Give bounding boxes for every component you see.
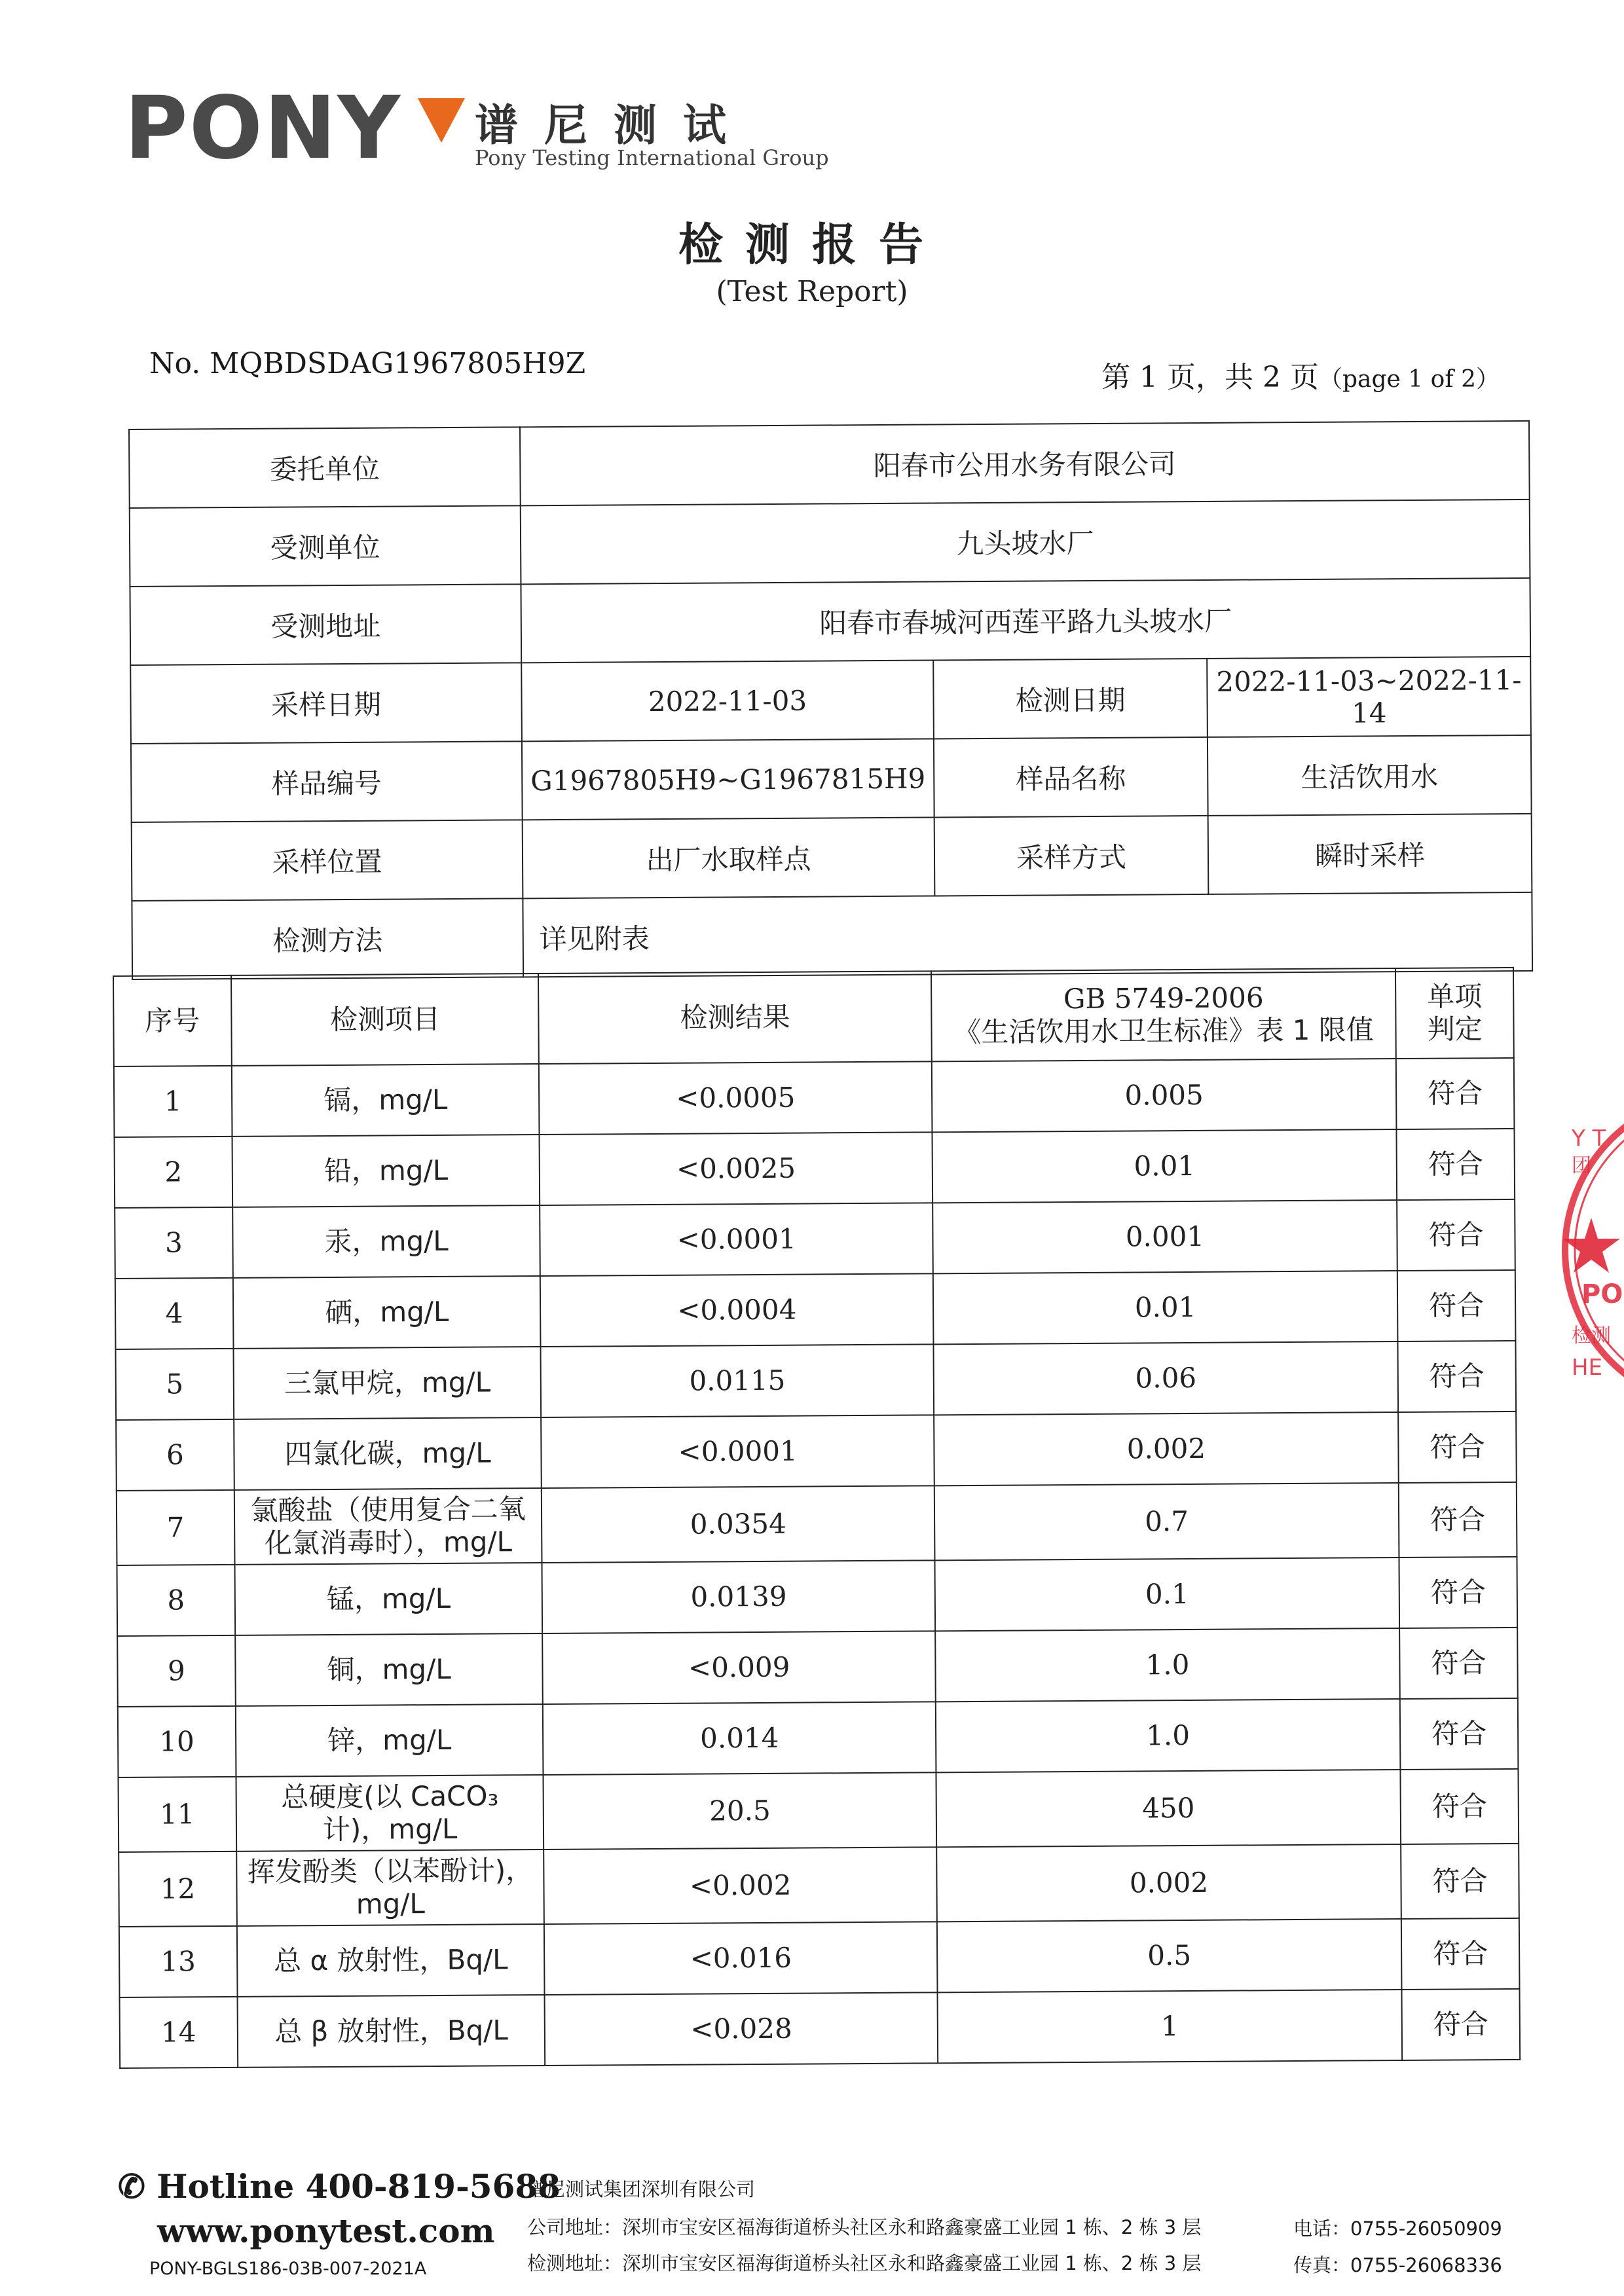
info-label: 样品名称 [934, 737, 1208, 818]
info-label: 采样日期 [130, 663, 522, 744]
report-subtitle: (Test Report) [716, 275, 908, 308]
row-item: 总 α 放射性，Bq/L [237, 1924, 545, 1997]
results-row [115, 1199, 1515, 1279]
results-row [117, 1482, 1517, 1565]
svg-text:检测: 检测 [1572, 1324, 1611, 1347]
row-item: 四氯化碳，mg/L [234, 1417, 542, 1490]
official-seal-stamp [1552, 1087, 1624, 1414]
row-judgement: 符合 [1397, 1129, 1515, 1200]
results-row [119, 1844, 1519, 1927]
logo-triangle-icon [124, 85, 465, 177]
results-row [116, 1412, 1517, 1491]
info-value: 详见附表 [523, 892, 1532, 977]
row-item: 铅，mg/L [232, 1135, 540, 1207]
row-limit: 0.01 [932, 1129, 1397, 1203]
row-judgement: 符合 [1402, 1989, 1521, 2060]
row-seq: 2 [115, 1137, 233, 1208]
row-result: <0.0025 [540, 1132, 932, 1205]
row-judgement: 符合 [1398, 1341, 1517, 1412]
results-row [119, 1918, 1520, 1997]
header-judgement-line1: 单项 [1427, 979, 1483, 1013]
row-seq: 7 [117, 1490, 235, 1565]
info-row-sampling [132, 814, 1532, 901]
row-item: 三氯甲烷，mg/L [233, 1347, 541, 1419]
fax-number: 传真：0755-26068336 [1293, 2254, 1502, 2276]
row-judgement: 符合 [1399, 1628, 1518, 1699]
row-limit: 0.002 [934, 1412, 1399, 1485]
row-limit: 0.5 [937, 1919, 1402, 1992]
results-row [114, 1058, 1515, 1137]
company-name: 谱尼测试集团深圳有限公司 [527, 2178, 756, 2200]
svg-text:HE: HE [1572, 1355, 1603, 1381]
results-row [115, 1270, 1516, 1349]
info-value: G1967805H9~G1967815H9 [522, 738, 934, 820]
row-item: 挥发酚类（以苯酚计)，mg/L [236, 1850, 544, 1926]
test-address: 检测地址：深圳市宝安区福海街道桥头社区永和路鑫豪盛工业园 1 栋、2 栋 3 层 [527, 2252, 1202, 2274]
row-judgement: 符合 [1399, 1482, 1517, 1558]
row-item: 铜，mg/L [235, 1633, 543, 1706]
info-label: 检测方法 [132, 898, 523, 979]
row-item: 镉，mg/L [232, 1064, 540, 1137]
row-seq: 14 [120, 1997, 238, 2068]
row-seq: 11 [118, 1777, 236, 1852]
row-seq: 6 [116, 1419, 234, 1491]
info-value: 阳春市春城河西莲平路九头坡水厂 [521, 578, 1530, 663]
row-item: 总硬度(以 CaCO₃ 计)，mg/L [236, 1775, 544, 1851]
row-item: 汞，mg/L [232, 1205, 540, 1278]
info-value: 瞬时采样 [1208, 814, 1532, 894]
info-row-dates [130, 657, 1531, 744]
header-standard [931, 968, 1396, 1061]
results-row [115, 1341, 1516, 1420]
row-limit: 0.01 [933, 1271, 1398, 1344]
row-result: <0.0004 [540, 1273, 933, 1347]
row-limit: 0.1 [934, 1558, 1399, 1631]
row-result: 20.5 [544, 1772, 936, 1850]
info-label: 受测单位 [130, 505, 521, 587]
row-result: 0.0139 [542, 1560, 935, 1633]
row-item: 锌，mg/L [236, 1704, 544, 1777]
row-seq: 1 [114, 1066, 232, 1137]
row-result: <0.0001 [542, 1415, 934, 1488]
info-value: 九头坡水厂 [521, 500, 1530, 584]
row-result: <0.0005 [539, 1061, 932, 1135]
header-judgement [1395, 968, 1514, 1059]
results-row [118, 1769, 1519, 1852]
header-standard-name: 《生活饮用水卫生标准》表 1 限值 [953, 1013, 1374, 1049]
info-row-sample [131, 735, 1532, 822]
row-result: <0.016 [544, 1922, 937, 1995]
header-result: 检测结果 [538, 971, 931, 1064]
row-limit: 0.7 [934, 1483, 1399, 1560]
row-limit: 450 [936, 1770, 1401, 1847]
row-item: 硒，mg/L [233, 1276, 541, 1349]
header-standard-code: GB 5749-2006 [1063, 981, 1264, 1015]
results-table [113, 967, 1521, 2069]
logo-word-text: PONY [124, 78, 402, 179]
svg-text:PO: PO [1581, 1279, 1623, 1309]
info-row-method [132, 892, 1532, 979]
page-info-en: （page 1 of 2） [1319, 366, 1500, 393]
page-indicator [1101, 354, 1500, 395]
row-seq: 12 [119, 1851, 237, 1927]
info-row-tested-unit [130, 500, 1530, 587]
results-row [118, 1698, 1519, 1777]
info-label: 委托单位 [129, 427, 521, 508]
info-label: 检测日期 [933, 659, 1208, 739]
svg-text:团: 团 [1572, 1154, 1591, 1177]
row-result: <0.009 [543, 1631, 936, 1704]
info-row-address [130, 578, 1530, 665]
row-result: 0.0115 [541, 1344, 934, 1417]
row-seq: 9 [117, 1635, 236, 1707]
row-limit: 0.005 [932, 1059, 1397, 1132]
row-result: <0.028 [545, 1992, 938, 2066]
results-row [117, 1557, 1518, 1636]
hotline: ✆ Hotline 400-819-5688 [118, 2167, 561, 2206]
row-seq: 4 [115, 1278, 234, 1349]
results-row [120, 1989, 1521, 2068]
row-judgement: 符合 [1397, 1199, 1515, 1271]
report-title: 检测报告 [678, 219, 946, 271]
report-info-table [128, 420, 1533, 980]
phone-number: 电话：0755-26050909 [1293, 2217, 1502, 2240]
company-address: 公司地址：深圳市宝安区福海街道桥头社区永和路鑫豪盛工业园 1 栋、2 栋 3 层 [527, 2216, 1202, 2238]
info-value: 2022-11-03~2022-11-14 [1207, 657, 1531, 737]
row-seq: 5 [115, 1349, 234, 1420]
info-label: 受测地址 [130, 584, 521, 665]
row-seq: 13 [119, 1926, 238, 1997]
report-number: No. MQBDSDAG1967805H9Z [149, 347, 586, 380]
logo-chinese-name: 谱尼测试 [475, 100, 752, 151]
results-header-row [113, 968, 1514, 1066]
info-value: 出厂水取样点 [523, 817, 935, 898]
info-label: 采样方式 [934, 816, 1209, 896]
row-result: <0.0001 [540, 1203, 933, 1276]
row-judgement: 符合 [1401, 1844, 1519, 1919]
info-value: 生活饮用水 [1208, 735, 1532, 816]
row-item: 氯酸盐（使用复合二氧化氯消毒时），mg/L [234, 1488, 542, 1565]
row-limit: 0.002 [936, 1844, 1401, 1922]
row-limit: 1.0 [935, 1628, 1400, 1702]
info-label: 样品编号 [131, 741, 523, 822]
row-judgement: 符合 [1401, 1918, 1520, 1990]
row-seq: 10 [118, 1706, 236, 1777]
header-seq: 序号 [113, 975, 232, 1066]
header-judgement-line2: 判定 [1427, 1013, 1483, 1046]
row-item: 锰，mg/L [234, 1563, 542, 1635]
row-result: <0.002 [544, 1847, 937, 1924]
page-footer [0, 2154, 1624, 2285]
website: www.ponytest.com [157, 2212, 495, 2250]
row-seq: 8 [117, 1565, 236, 1636]
row-judgement: 符合 [1396, 1058, 1515, 1129]
row-seq: 3 [115, 1207, 233, 1279]
svg-text:Y T: Y T [1572, 1125, 1606, 1152]
info-value: 阳春市公用水务有限公司 [520, 421, 1530, 505]
page-info-cn: 第 1 页，共 2 页 [1101, 361, 1319, 394]
row-limit: 0.06 [933, 1341, 1398, 1415]
row-limit: 0.001 [932, 1200, 1397, 1273]
row-limit: 1 [937, 1990, 1402, 2063]
results-row [117, 1628, 1518, 1707]
info-label: 采样位置 [132, 820, 523, 901]
row-result: 0.0354 [542, 1485, 934, 1563]
row-judgement: 符合 [1400, 1698, 1519, 1770]
row-limit: 1.0 [936, 1699, 1401, 1772]
info-row-client [129, 421, 1530, 508]
row-judgement: 符合 [1398, 1412, 1517, 1483]
row-judgement: 符合 [1397, 1270, 1516, 1341]
row-result: 0.014 [543, 1702, 936, 1775]
row-judgement: 符合 [1401, 1769, 1519, 1844]
document-code: PONY-BGLS186-03B-007-2021A [149, 2259, 427, 2279]
logo-english-name: Pony Testing International Group [475, 145, 829, 170]
header-item: 检测项目 [231, 974, 539, 1066]
row-item: 总 β 放射性，Bq/L [237, 1995, 545, 2068]
results-row [115, 1129, 1515, 1208]
info-value: 2022-11-03 [521, 660, 934, 741]
row-judgement: 符合 [1399, 1557, 1518, 1628]
